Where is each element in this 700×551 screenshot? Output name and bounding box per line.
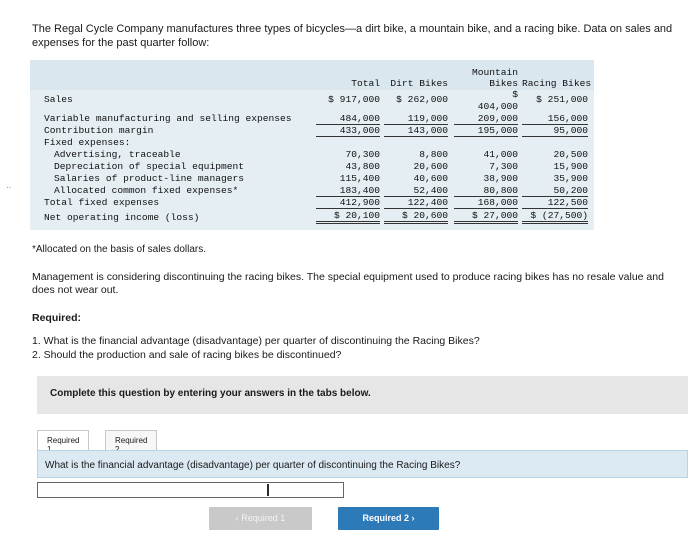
sales-racing: $ 251,000 xyxy=(536,94,588,105)
row-label-total-fixed: Total fixed expenses xyxy=(44,197,160,208)
net-dirt: $ 20,600 xyxy=(384,210,448,224)
row-label-contribution: Contribution margin xyxy=(44,125,154,136)
row-label-variable: Variable manufacturing and selling expenses xyxy=(44,113,292,124)
depreciation-dirt: 20,600 xyxy=(413,161,448,172)
intro-text: The Regal Cycle Company manufactures three types of bicycles—a dirt bike, a mountain bike, and a racing bike. Data on sales and expenses for the past quarter follow: xyxy=(32,23,673,49)
col-header-mountain-bottom: Bikes xyxy=(489,78,518,89)
sales-dirt: $ 262,000 xyxy=(396,94,448,105)
col-header-mountain-top: Mountain xyxy=(471,67,518,78)
row-label-net: Net operating income (loss) xyxy=(44,212,200,223)
depreciation-total: 43,800 xyxy=(345,161,380,172)
instruction-box xyxy=(37,376,688,414)
sales-total: $ 917,000 xyxy=(328,94,380,105)
net-racing: $ (27,500) xyxy=(522,210,588,224)
allocated-mountain: 80,800 xyxy=(454,185,518,197)
row-label-depreciation: Depreciation of special equipment xyxy=(54,161,244,172)
advertising-racing: 20,500 xyxy=(553,149,588,160)
row-label-fixed: Fixed expenses: xyxy=(44,137,131,148)
question-bar xyxy=(37,450,688,478)
advertising-mountain: 41,000 xyxy=(483,149,518,160)
contribution-total: 433,000 xyxy=(316,125,380,137)
net-total: $ 20,100 xyxy=(316,210,380,224)
advertising-total: 70,300 xyxy=(345,149,380,160)
allocated-racing: 50,200 xyxy=(522,185,588,197)
tab-required-1[interactable]: Required xyxy=(37,430,89,450)
required-item-1: 1. What is the financial advantage (disadvantage) per quarter of discontinuing the Racing Bikes? xyxy=(32,335,480,347)
text-cursor-icon xyxy=(267,484,269,496)
advertising-dirt: 8,800 xyxy=(419,149,448,160)
variable-total: 484,000 xyxy=(316,113,380,125)
sales-mountain-dollar: $ xyxy=(512,89,518,100)
depreciation-mountain: 7,300 xyxy=(489,161,518,172)
margin-mark: ·· xyxy=(6,183,12,192)
allocated-dirt: 52,400 xyxy=(384,185,448,197)
net-mountain: $ 27,000 xyxy=(454,210,518,224)
depreciation-racing: 15,900 xyxy=(553,161,588,172)
total-fixed-mountain: 168,000 xyxy=(454,197,518,209)
contribution-racing: 95,000 xyxy=(522,125,588,137)
income-statement-table xyxy=(30,60,594,230)
management-paragraph: Management is considering discontinuing the racing bikes. The special equipment used to produce racing bikes has no resale value and does not wear out. xyxy=(32,271,664,296)
allocated-total: 183,400 xyxy=(316,185,380,197)
row-label-sales: Sales xyxy=(44,94,73,105)
prev-required-1-button[interactable]: ‹ Required 1 xyxy=(209,507,312,530)
salaries-mountain: 38,900 xyxy=(483,173,518,184)
row-label-advertising: Advertising, traceable xyxy=(54,149,181,160)
question-text: What is the financial advantage (disadvantage) per quarter of discontinuing the Racing Bikes? xyxy=(45,460,461,471)
variable-dirt: 119,000 xyxy=(384,113,448,125)
salaries-racing: 35,900 xyxy=(553,173,588,184)
col-header-racing: Racing Bikes xyxy=(522,78,592,89)
next-required-2-button[interactable]: Required 2 › xyxy=(338,507,439,530)
required-list xyxy=(32,334,480,362)
answer-input[interactable] xyxy=(37,482,344,498)
required-item-2: 2. Should the production and sale of racing bikes be discontinued? xyxy=(32,349,342,361)
variable-mountain: 209,000 xyxy=(454,113,518,125)
salaries-total: 115,400 xyxy=(339,173,380,184)
total-fixed-dirt: 122,400 xyxy=(384,197,448,209)
row-label-allocated: Allocated common fixed expenses* xyxy=(54,185,239,196)
instruction-text: Complete this question by entering your answers in the tabs below. xyxy=(50,388,371,399)
contribution-mountain: 195,000 xyxy=(454,125,518,137)
col-header-total: Total xyxy=(351,78,380,89)
contribution-dirt: 143,000 xyxy=(384,125,448,137)
tab-required-2[interactable]: Required xyxy=(105,430,157,450)
total-fixed-racing: 122,500 xyxy=(522,197,588,209)
required-heading: Required: xyxy=(32,312,82,324)
variable-racing: 156,000 xyxy=(522,113,588,125)
total-fixed-total: 412,900 xyxy=(316,197,380,209)
sales-mountain: 404,000 xyxy=(477,101,518,112)
salaries-dirt: 40,600 xyxy=(413,173,448,184)
row-label-salaries: Salaries of product-line managers xyxy=(54,173,244,184)
col-header-dirt: Dirt Bikes xyxy=(390,78,448,89)
footnote: *Allocated on the basis of sales dollars. xyxy=(32,244,206,255)
